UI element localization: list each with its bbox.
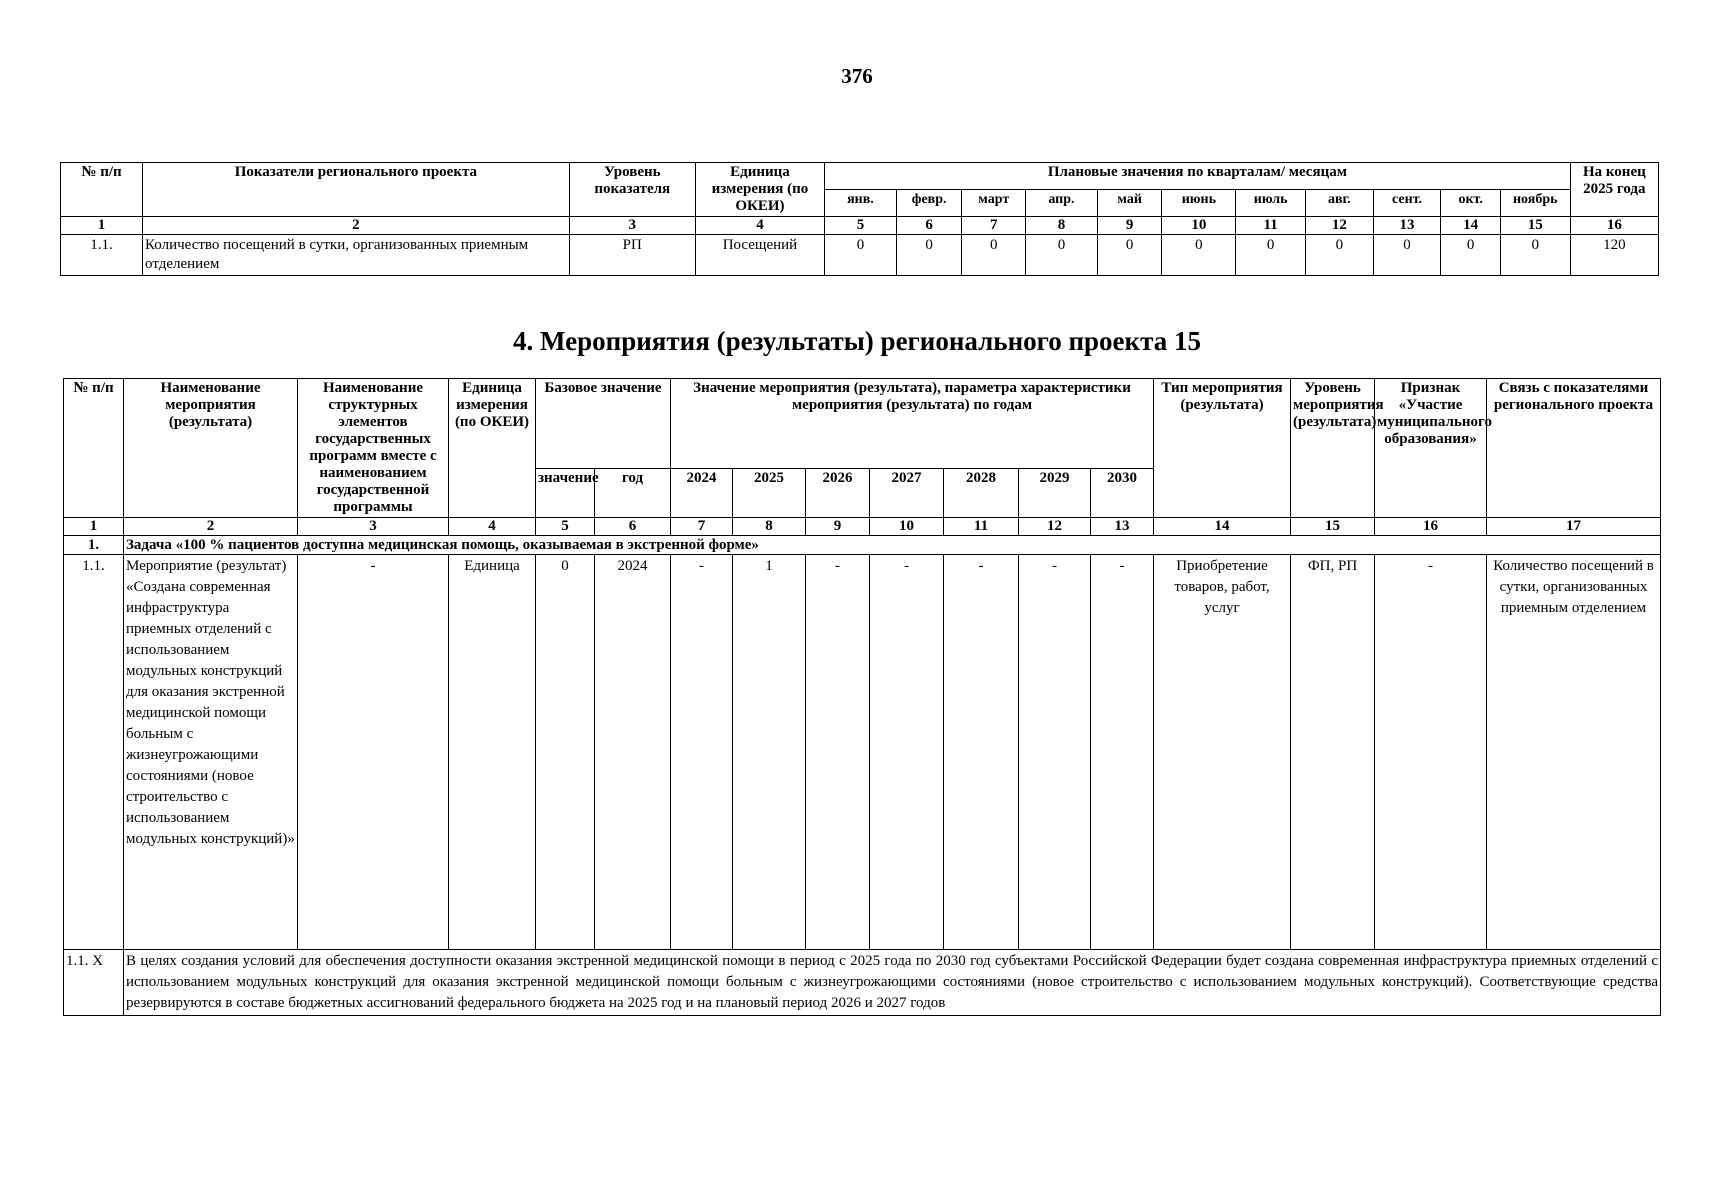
result-link: Количество посещений в сутки, организованных приемным отделением bbox=[1487, 555, 1661, 950]
row-month-value: 0 bbox=[825, 235, 897, 276]
header-type: Тип мероприятия (результата) bbox=[1154, 379, 1291, 518]
header-month: июль bbox=[1236, 190, 1306, 217]
header-level: Уровень показателя bbox=[569, 163, 695, 217]
result-year-value: - bbox=[1091, 555, 1154, 950]
row-unit: Посещений bbox=[695, 235, 824, 276]
result-base-year: 2024 bbox=[595, 555, 671, 950]
note-row bbox=[64, 950, 1661, 1016]
header-year: 2026 bbox=[806, 469, 870, 518]
header-values-by-year: Значение мероприятия (результата), параметра характеристики мероприятия (результата) по годам bbox=[671, 379, 1154, 469]
result-year-value: - bbox=[944, 555, 1019, 950]
column-number: 13 bbox=[1091, 518, 1154, 536]
header-unit: Единица измерения (по ОКЕИ) bbox=[695, 163, 824, 217]
result-num: 1.1. bbox=[64, 555, 124, 950]
column-number: 8 bbox=[1026, 217, 1098, 235]
column-number: 5 bbox=[825, 217, 897, 235]
header-base-value: значение bbox=[536, 469, 595, 518]
result-year-value: - bbox=[870, 555, 944, 950]
row-month-value: 0 bbox=[1306, 235, 1374, 276]
header-month: июнь bbox=[1162, 190, 1236, 217]
note-text: В целях создания условий для обеспечения доступности оказания экстренной медицинской помощи в период с 2025 года по 2030 год субъектами Российской Федерации будет создана современная инфраструктура приемных отделений с использованием модульных конструкций для оказания экстренной медицинской помощи больным с жизнеугрожающими состояниями (новое строительство с использованием модульных конструкций). Соответствующие средства резервируются в составе бюджетных ассигнований федерального бюджета на 2025 год и на плановый период 2026 и 2027 годов bbox=[124, 950, 1661, 1016]
header-month: авг. bbox=[1306, 190, 1374, 217]
column-number: 1 bbox=[61, 217, 143, 235]
header-link: Связь с показателями регионального проекта bbox=[1487, 379, 1661, 518]
column-number: 1 bbox=[64, 518, 124, 536]
column-number: 15 bbox=[1291, 518, 1375, 536]
result-name: Мероприятие (результат) «Создана современная инфраструктура приемных отделений с использованием модульных конструкций для оказания экстренной медицинской помощи больным с жизнеугрожающими состояниями (новое строительство с использованием модульных конструкций)» bbox=[124, 555, 298, 950]
column-number: 8 bbox=[733, 518, 806, 536]
header-month: май bbox=[1097, 190, 1162, 217]
row-month-value: 0 bbox=[1441, 235, 1500, 276]
activities-numbering-row bbox=[64, 518, 1661, 536]
header-plan: Плановые значения по кварталам/ месяцам bbox=[825, 163, 1571, 190]
column-number: 7 bbox=[671, 518, 733, 536]
header-year: 2030 bbox=[1091, 469, 1154, 518]
header-month: февр. bbox=[896, 190, 962, 217]
header-month: ноябрь bbox=[1500, 190, 1570, 217]
column-number: 6 bbox=[896, 217, 962, 235]
note-num: 1.1. Х bbox=[64, 950, 124, 1016]
column-number: 14 bbox=[1441, 217, 1500, 235]
header-indicator-name: Показатели регионального проекта bbox=[143, 163, 570, 217]
result-base-value: 0 bbox=[536, 555, 595, 950]
column-number: 17 bbox=[1487, 518, 1661, 536]
section-title: 4. Мероприятия (результаты) регионального проекта 15 bbox=[513, 326, 1201, 356]
header-month: март bbox=[962, 190, 1026, 217]
header-year: 2029 bbox=[1019, 469, 1091, 518]
activities-table bbox=[63, 378, 1661, 1016]
header-year: 2027 bbox=[870, 469, 944, 518]
row-level: РП bbox=[569, 235, 695, 276]
column-number: 13 bbox=[1373, 217, 1441, 235]
result-year-value: 1 bbox=[733, 555, 806, 950]
column-number: 2 bbox=[143, 217, 570, 235]
column-number: 9 bbox=[806, 518, 870, 536]
task-num: 1. bbox=[64, 536, 124, 555]
column-number: 4 bbox=[449, 518, 536, 536]
column-number: 14 bbox=[1154, 518, 1291, 536]
column-number: 12 bbox=[1306, 217, 1374, 235]
row-month-value: 0 bbox=[1500, 235, 1570, 276]
header-base: Базовое значение bbox=[536, 379, 671, 469]
header-base-year: год bbox=[595, 469, 671, 518]
column-number: 11 bbox=[1236, 217, 1306, 235]
result-municipal: - bbox=[1375, 555, 1487, 950]
header-month: янв. bbox=[825, 190, 897, 217]
indicators-header-row bbox=[61, 163, 1659, 190]
indicators-table bbox=[60, 162, 1659, 276]
result-year-value: - bbox=[806, 555, 870, 950]
header-structural-elements: Наименование структурных элементов государственных программ вместе с наименованием государственной программы bbox=[298, 379, 449, 518]
row-month-value: 0 bbox=[962, 235, 1026, 276]
header-month: сент. bbox=[1373, 190, 1441, 217]
activities-header-row bbox=[64, 379, 1661, 469]
header-month: апр. bbox=[1026, 190, 1098, 217]
row-month-value: 0 bbox=[896, 235, 962, 276]
row-num: 1.1. bbox=[61, 235, 143, 276]
column-number: 3 bbox=[569, 217, 695, 235]
column-number: 15 bbox=[1500, 217, 1570, 235]
header-activity-name: Наименование мероприятия (результата) bbox=[124, 379, 298, 518]
column-number: 3 bbox=[298, 518, 449, 536]
result-year-value: - bbox=[671, 555, 733, 950]
result-year-value: - bbox=[1019, 555, 1091, 950]
column-number: 9 bbox=[1097, 217, 1162, 235]
row-indicator-name: Количество посещений в сутки, организованных приемным отделением bbox=[143, 235, 570, 276]
header-month: окт. bbox=[1441, 190, 1500, 217]
row-month-value: 0 bbox=[1026, 235, 1098, 276]
header-municipal: Признак «Участие муниципального образования» bbox=[1375, 379, 1487, 518]
column-number: 16 bbox=[1570, 217, 1658, 235]
column-number: 2 bbox=[124, 518, 298, 536]
header-num: № п/п bbox=[64, 379, 124, 518]
column-number: 6 bbox=[595, 518, 671, 536]
task-row bbox=[64, 536, 1661, 555]
table-row bbox=[64, 555, 1661, 950]
page-number: 376 bbox=[841, 64, 873, 88]
column-number: 12 bbox=[1019, 518, 1091, 536]
column-number: 4 bbox=[695, 217, 824, 235]
header-year: 2025 bbox=[733, 469, 806, 518]
result-structural-elements: - bbox=[298, 555, 449, 950]
row-month-value: 0 bbox=[1097, 235, 1162, 276]
column-number: 11 bbox=[944, 518, 1019, 536]
result-level: ФП, РП bbox=[1291, 555, 1375, 950]
header-num: № п/п bbox=[61, 163, 143, 217]
task-text: Задача «100 % пациентов доступна медицинская помощь, оказываемая в экстренной форме» bbox=[124, 536, 1661, 555]
column-number: 10 bbox=[870, 518, 944, 536]
table-row bbox=[61, 235, 1659, 276]
column-number: 16 bbox=[1375, 518, 1487, 536]
result-type: Приобретение товаров, работ, услуг bbox=[1154, 555, 1291, 950]
column-number: 10 bbox=[1162, 217, 1236, 235]
row-month-value: 0 bbox=[1373, 235, 1441, 276]
header-level: Уровень мероприятия (результата) bbox=[1291, 379, 1375, 518]
result-unit: Единица bbox=[449, 555, 536, 950]
row-month-value: 0 bbox=[1236, 235, 1306, 276]
header-year: 2028 bbox=[944, 469, 1019, 518]
column-number: 5 bbox=[536, 518, 595, 536]
indicators-numbering-row bbox=[61, 217, 1659, 235]
row-end-value: 120 bbox=[1570, 235, 1658, 276]
row-month-value: 0 bbox=[1162, 235, 1236, 276]
column-number: 7 bbox=[962, 217, 1026, 235]
header-end-of-year: На конец 2025 года bbox=[1570, 163, 1658, 217]
header-unit: Единица измерения (по ОКЕИ) bbox=[449, 379, 536, 518]
header-year: 2024 bbox=[671, 469, 733, 518]
